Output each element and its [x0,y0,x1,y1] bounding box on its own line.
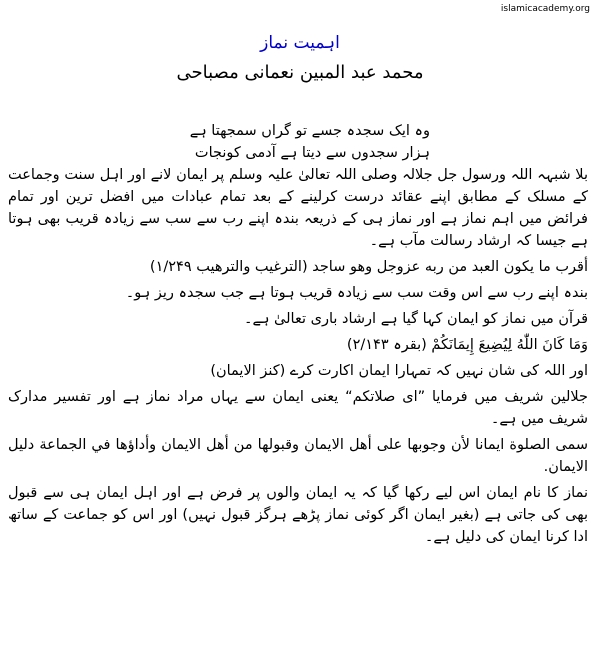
couplet-line-1: وہ ایک سجدہ جسے تو گراں سمجھتا ہے [189,123,430,139]
jalalayn-paragraph: جلالین شریف میں فرمایا ”ای صلاتکم“ یعنی ایمان سے یہاں مراد نماز ہے اور تفسیر مدارک شریف میں ہے۔ [8,389,588,427]
quran-intro: قرآن میں نماز کو ایمان کہا گیا ہے ارشاد باری تعالیٰ ہے۔ [243,311,588,327]
madarik-arabic: سمى الصلوة ايمانا لأن وجوبها على أهل الايمان وقبولها من أهل الايمان وأداؤها في الجماعة دليل الايمان. [8,437,588,475]
conclusion-paragraph: نماز کا نام ایمان اس لیے رکھا گیا کہ یہ ایمان والوں پر فرض ہے اور اہل ایمان ہی سے قبول بھی کی جاتی ہے (بغیر ایمان اگر کوئی نماز پڑھے ہرگز قبول نہیں) اور اس کو جماعت کے ساتھ ادا کرنا ایمان کی دلیل ہے۔ [8,485,588,545]
paragraph-intro: بلا شبہہ اللہ ورسول جل جلالہ وصلی اللہ تعالیٰ علیہ وسلم پر ایمان لانے اور اہل سنت وجماعت کے مسلک کے مطابق اپنے عقائد درست کرلینے کے بعد تمام عبادات میں افضل ترین اور تمام فرائض میں اہم نماز ہے اور نماز ہی کے ذریعہ بندہ اپنے رب سے سب سے زیادہ قریب بھی ہوتا ہے جیسا کہ ارشاد رسالت مآب ہے۔ [8,167,588,249]
hadith-translation: بندہ اپنے رب سے اس وقت سب سے زیادہ قریب ہوتا ہے جب سجدہ ریز ہو۔ [125,285,588,301]
article-title: اہمیت نماز [260,33,340,53]
quran-verse: وَمَا كَانَ اللّٰهُ لِيُضِيعَ إِيمَانَكُمْ (بقرہ ۲/۱۴۳) [346,337,588,353]
article-body [8,120,588,552]
couplet [8,120,588,164]
article-author: محمد عبد المبین نعمانی مصباحی [176,62,424,83]
couplet-line-2: ہزار سجدوں سے دیتا ہے آدمی کونجات [194,145,430,161]
verse-translation: اور اللہ کی شان نہیں کہ تمہارا ایمان اکارت کرے (کنز الایمان) [210,363,588,379]
site-watermark: islamicacademy.org [500,4,590,14]
hadith-arabic: أقرب ما يكون العبد من ربه عزوجل وهو ساجد (الترغيب والترهيب ۱/۲۴۹) [149,259,588,275]
